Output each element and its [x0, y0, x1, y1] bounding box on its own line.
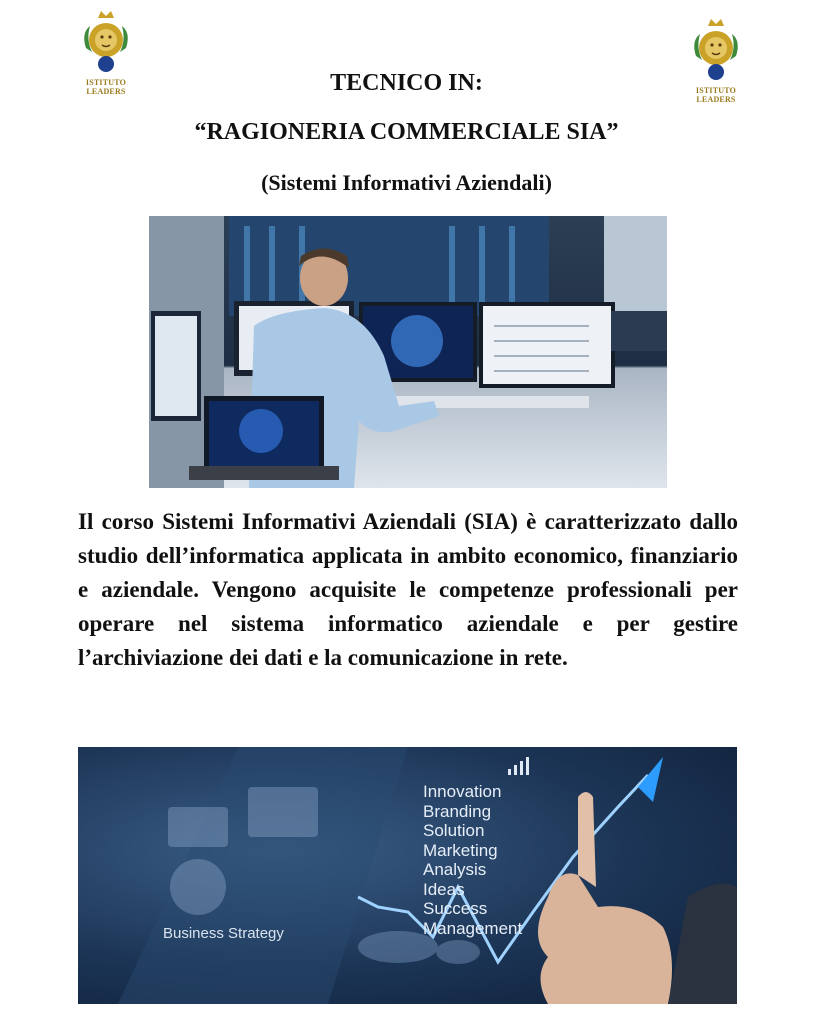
lion-crest-icon: [76, 8, 136, 78]
keyword: Ideas: [423, 879, 465, 899]
keyword: Branding: [423, 801, 492, 821]
description-paragraph: Il corso Sistemi Informativi Aziendali (SIA) è caratterizzato dallo studio dell’informatica applicata in ambito economico, finanziario e aziendale. Vengono acquisite le competenze professionali per operare nel sistema informatico aziendale e per gestire l’archiviazione dei dati e la comunicazione in rete.: [78, 509, 738, 670]
business-strategy-caption: Business Strategy: [163, 925, 284, 942]
keyword: Innovation: [423, 782, 502, 801]
keyword: Marketing: [423, 840, 498, 860]
strategy-keywords-list: [423, 782, 522, 938]
course-subtitle: (Sistemi Informativi Aziendali): [261, 170, 552, 195]
computer-workstation-photo: [149, 216, 667, 488]
business-strategy-photo: [78, 747, 737, 1004]
logo-text-istituto: ISTITUTO: [695, 86, 737, 95]
course-name: “RAGIONERIA COMMERCIALE SIA”: [194, 119, 619, 145]
keyword: Management: [423, 918, 523, 938]
page-title: TECNICO IN:: [330, 70, 483, 96]
keyword: Solution: [423, 821, 485, 840]
logo-text-leaders: LEADERS: [86, 87, 126, 96]
keyword: Success: [423, 899, 488, 918]
keyword: Analysis: [423, 860, 487, 879]
logo-text-leaders: LEADERS: [696, 95, 736, 104]
course-description: [78, 505, 738, 675]
logo-text-istituto: ISTITUTO: [85, 78, 127, 87]
